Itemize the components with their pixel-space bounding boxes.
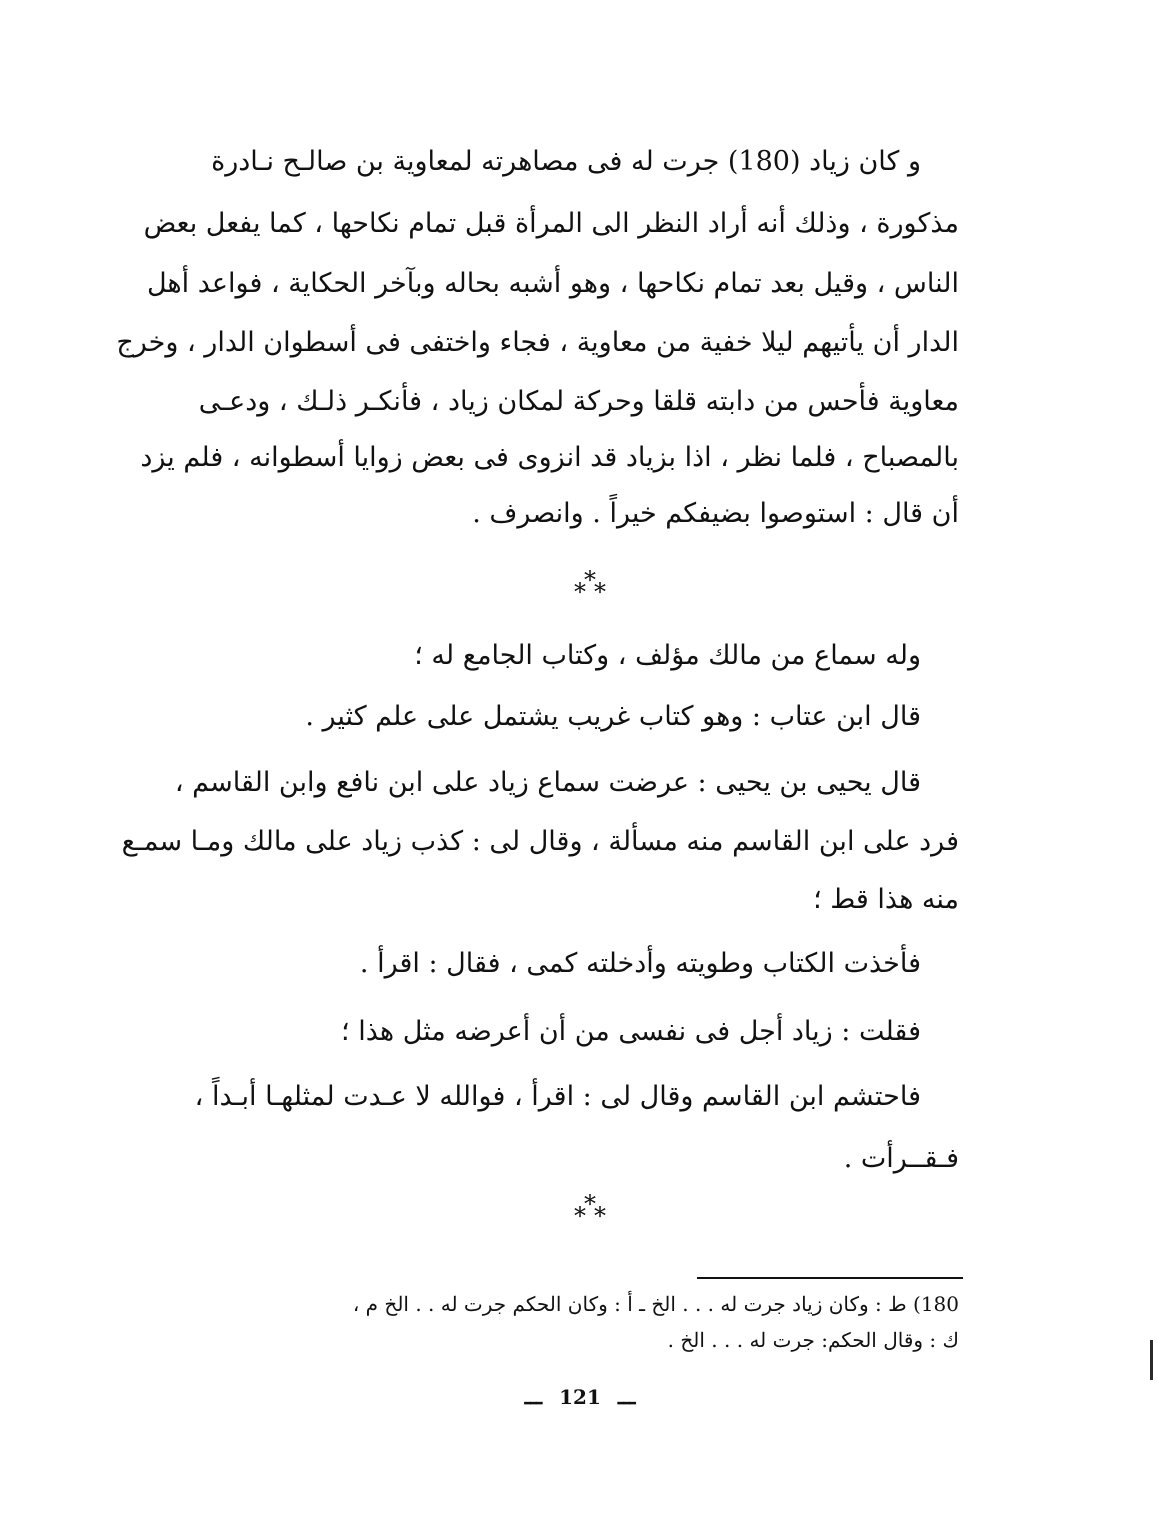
text-line: بالمصباح ، فلما نظر ، اذا بزياد قد انزوى فى بعض زوايا أسطوانه ، فلم يزد <box>140 442 959 473</box>
paragraph-ziyad-honor <box>214 1012 959 1052</box>
page-number <box>480 1385 680 1409</box>
separator-star-top: * <box>584 1190 596 1218</box>
text-line: فـقــرأت . <box>843 1143 959 1174</box>
footnote-rule <box>697 1277 963 1279</box>
text-line <box>211 142 959 182</box>
text-line <box>174 763 959 803</box>
text-line-content: قال يحيى بن يحيى : عرضت سماع زياد على ابن نافع وابن القاسم ، <box>174 767 921 798</box>
separator-star-right: * <box>594 578 606 606</box>
footnote-line: 180) ط : وكان زياد جرت له . . . الخ ـ أ : وكان الحكم جرت له . . الخ م ، <box>352 1292 959 1316</box>
footnote-line: ك : وقال الحكم: جرت له . . . الخ . <box>667 1328 959 1352</box>
section-separator <box>560 1192 620 1228</box>
paragraph-sama <box>214 636 959 676</box>
text-line <box>194 1077 959 1117</box>
separator-star-left: * <box>574 1202 586 1230</box>
separator-star-right: * <box>594 1202 606 1230</box>
text-line-content: فاحتشم ابن القاسم وقال لى : اقرأ ، فوالله لا عـدت لمثلهـا أبـداً ، <box>194 1081 921 1112</box>
text-line-content: قال ابن عتاب : وهو كتاب غريب يشتمل على علم كثير . <box>305 701 921 732</box>
text-line-content: و كان زياد (180) جرت له فى مصاهرته لمعاوية بن صالـح نـادرة <box>211 146 921 177</box>
text-line: الناس ، وقيل بعد تمام نكاحها ، وهو أشبه بحاله وبآخر الحكاية ، فواعد أهل <box>146 268 959 299</box>
paragraph-ibn-attab <box>214 697 959 737</box>
separator-star-left: * <box>574 578 586 606</box>
text-line-content: فأخذت الكتاب وطويته وأدخلته كمى ، فقال : اقرأ . <box>359 948 921 979</box>
text-line-content: وله سماع من مالك مؤلف ، وكتاب الجامع له ؛ <box>414 640 921 671</box>
paragraph-book-sleeve <box>214 944 959 984</box>
text-line: منه هذا قط ؛ <box>813 884 959 915</box>
separator-star-top: * <box>584 566 596 594</box>
text-line: الدار أن يأتيهم ليلا خفية من معاوية ، فجاء واختفى فى أسطوان الدار ، وخرج <box>116 327 959 358</box>
text-line: معاوية فأحس من دابته قلقا وحركة لمكان زياد ، فأنكـر ذلـك ، ودعـى <box>198 386 959 417</box>
text-line: مذكورة ، وذلك أنه أراد النظر الى المرأة قبل تمام نكاحها ، كما يفعل بعض <box>143 208 959 239</box>
page-number-value: 121 <box>559 1385 601 1409</box>
text-line: أن قال : استوصوا بضيفكم خيراً . وانصرف . <box>472 498 959 529</box>
text-line: فرد على ابن القاسم منه مسألة ، وقال لى : كذب زياد على مالك ومـا سمـع <box>121 826 959 857</box>
section-separator <box>560 568 620 604</box>
page-number-dash-right: ـــ <box>524 1385 543 1409</box>
scan-edge-mark <box>1150 1340 1153 1380</box>
text-line-content: فقلت : زياد أجل فى نفسى من أن أعرضه مثل هذا ؛ <box>341 1016 921 1047</box>
page-number-dash-left: ـــ <box>617 1385 636 1409</box>
